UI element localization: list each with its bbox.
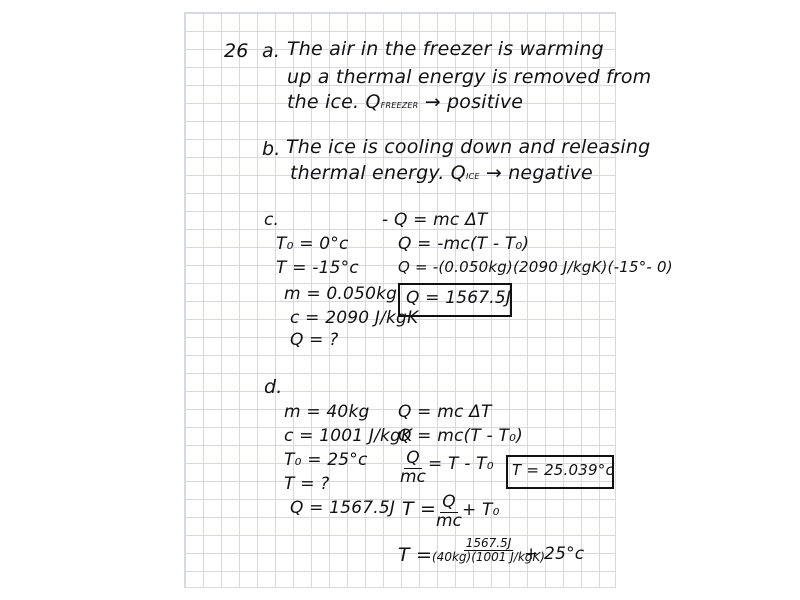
part-c-label: c.: [264, 210, 280, 230]
part-d-fraction-2-rhs: + T₀: [462, 500, 500, 520]
part-a-line3-tail: → positive: [424, 91, 524, 113]
part-d-fraction-1-rhs: = T - T₀: [428, 454, 494, 474]
part-d-fraction-2-lhs: T =: [402, 498, 437, 520]
part-d-given-q: Q = 1567.5J: [290, 498, 396, 518]
part-a-line1: The air in the freezer is warming: [287, 38, 604, 60]
part-d-given-t: T = ?: [284, 474, 330, 494]
part-d-given-t0: T₀ = 25°c: [284, 450, 368, 470]
part-a-line3-text: the ice. Q: [287, 91, 381, 113]
part-d-fraction-3-numerator: 1567.5J: [465, 536, 512, 550]
part-c-given-t0: T₀ = 0°c: [276, 234, 349, 254]
part-d-fraction-2-denominator: mc: [436, 510, 462, 531]
part-d-fraction-1-numerator: Q: [406, 448, 420, 468]
part-d-given-c: c = 1001 J/kgK: [284, 426, 413, 446]
part-d-fraction-2: [434, 494, 464, 531]
part-c-given-t: T = -15°c: [276, 258, 359, 278]
part-d-fraction-1-denominator: mc: [400, 466, 426, 487]
part-d-work-1: Q = mc ΔT: [398, 402, 492, 422]
part-c-work-3: Q = -(0.050kg)(2090 J/kgK)(-15°- 0): [398, 258, 673, 276]
part-d-given-m: m = 40kg: [284, 402, 370, 422]
part-a-line3: [287, 93, 523, 112]
part-a-label: a.: [262, 40, 281, 62]
part-c-given-q: Q = ?: [290, 330, 339, 350]
part-d-fraction-3-denominator: (40kg)(1001 J/kgK): [432, 549, 545, 564]
part-b-line2-text: thermal energy. Q: [290, 162, 466, 184]
part-c-work-1: - Q = mc ΔT: [382, 210, 488, 230]
part-d-fraction-3-lhs: T =: [398, 544, 433, 566]
part-a-subscript: FREEZER: [380, 101, 419, 110]
part-b-subscript: ICE: [465, 172, 480, 181]
part-d-answer: T = 25.039°c: [512, 461, 614, 479]
part-c-answer: Q = 1567.5J: [406, 288, 512, 308]
part-d-fraction-3-rhs: + 25°c: [524, 544, 585, 564]
part-d-fraction-1: [398, 450, 428, 487]
part-c-work-2: Q = -mc(T - T₀): [398, 234, 530, 254]
part-b-line1: The ice is cooling down and releasing: [286, 136, 651, 158]
part-b-line2-tail: → negative: [485, 162, 593, 184]
part-c-given-m: m = 0.050kg: [284, 284, 398, 304]
part-b-line2: [290, 164, 593, 183]
part-d-label: d.: [264, 376, 283, 398]
part-a-line2: up a thermal energy is removed from: [287, 66, 652, 88]
part-d-work-2: Q = mc(T - T₀): [398, 426, 523, 446]
part-d-fraction-2-numerator: Q: [442, 492, 456, 512]
problem-number: 26: [224, 40, 249, 62]
part-b-label: b.: [262, 138, 281, 160]
part-c-given-c: c = 2090 J/kgK: [290, 308, 419, 328]
